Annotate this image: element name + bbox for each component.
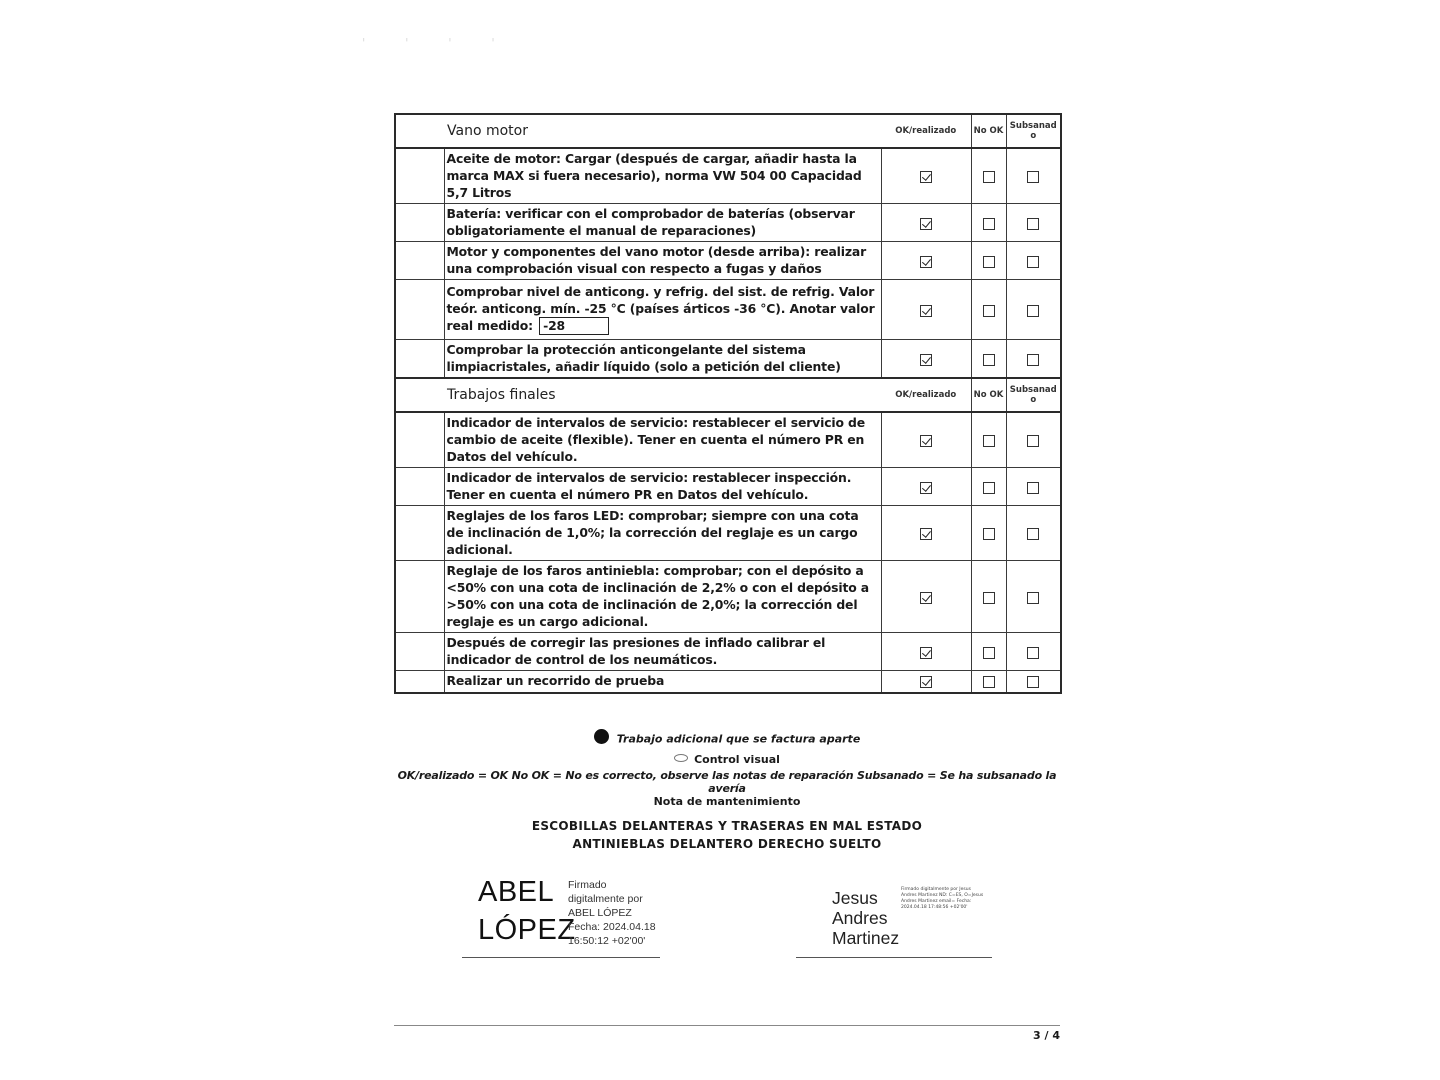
section-title: Vano motor xyxy=(444,114,881,148)
ok-checkbox[interactable] xyxy=(920,482,932,494)
row-blank-cell xyxy=(395,340,444,379)
section-title: Trabajos finales xyxy=(444,378,881,412)
signer-name xyxy=(832,888,899,948)
item-text: Indicador de intervalos de servicio: restablecer el servicio de cambio de aceite (flexible). Tener en cuenta el número PR en Datos del vehículo. xyxy=(444,412,881,468)
signature-left xyxy=(462,872,660,958)
ok-checkbox[interactable] xyxy=(920,528,932,540)
item-text-with-value xyxy=(444,280,881,340)
table-header-row xyxy=(395,378,1061,412)
signature-meta-line: digitalmente por xyxy=(568,893,643,905)
item-text: Batería: verificar con el comprobador de baterías (observar obligatoriamente el manual de reparaciones) xyxy=(444,204,881,242)
header-no-ok: No OK xyxy=(971,114,1006,148)
no-ok-checkbox[interactable] xyxy=(983,435,995,447)
no-ok-checkbox[interactable] xyxy=(983,354,995,366)
item-text: Realizar un recorrido de prueba xyxy=(444,671,881,693)
subsanado-checkbox[interactable] xyxy=(1027,354,1039,366)
ok-checkbox[interactable] xyxy=(920,305,932,317)
item-text: Aceite de motor: Cargar (después de cargar, añadir hasta la marca MAX si fuera necesario), norma VW 504 00 Capacidad 5,7 Litros xyxy=(444,148,881,204)
footer-divider xyxy=(394,1025,1060,1026)
signature-meta-line: Fecha: 2024.04.18 xyxy=(568,921,656,933)
table-row xyxy=(395,412,1061,468)
item-text: Reglaje de los faros antiniebla: comprobar; con el depósito a <50% con una cota de inclinación de 2,2% o con el depósito a >50% con una cota de inclinación de 2,0%; la corrección del reglaje es un cargo adicional. xyxy=(444,561,881,633)
row-blank-cell xyxy=(395,633,444,671)
table-row xyxy=(395,561,1061,633)
header-blank-cell xyxy=(395,378,444,412)
legend-visual-check xyxy=(394,753,1060,766)
eye-icon xyxy=(674,754,688,762)
no-ok-checkbox[interactable] xyxy=(983,592,995,604)
item-text: Indicador de intervalos de servicio: restablecer inspección. Tener en cuenta el número PR en Datos del vehículo. xyxy=(444,468,881,506)
subsanado-checkbox[interactable] xyxy=(1027,647,1039,659)
no-ok-checkbox[interactable] xyxy=(983,676,995,688)
table-row xyxy=(395,671,1061,693)
signature-meta: Firmado digitalmente por Jesus Andres Martinez ND: C=ES, O=Jesus Andres Martinez email= Fecha: 2024.04.18 17:48:56 +02'00' xyxy=(901,887,984,910)
signature-line xyxy=(796,957,992,958)
faint-page-mark: ' ' ' ' xyxy=(362,36,513,50)
table-header-row xyxy=(395,114,1061,148)
signer-name-line: Andres xyxy=(832,908,888,928)
header-ok: OK/realizado xyxy=(881,378,971,412)
checklist-table-trabajos-finales xyxy=(394,377,1062,694)
row-blank-cell xyxy=(395,280,444,340)
ok-checkbox[interactable] xyxy=(920,354,932,366)
legend-additional-work xyxy=(394,732,1060,747)
legend-visual-check-text: Control visual xyxy=(694,753,780,766)
measured-value-field[interactable]: -28 xyxy=(539,317,609,335)
signature-line xyxy=(462,957,660,958)
table-row xyxy=(395,280,1061,340)
row-blank-cell xyxy=(395,506,444,561)
signer-name-line: Martinez xyxy=(832,928,900,948)
item-text: Después de corregir las presiones de inflado calibrar el indicador de control de los neumáticos. xyxy=(444,633,881,671)
item-text: Comprobar nivel de anticong. y refrig. del sist. de refrig. Valor teór. anticong. mín. -25 °C (países árticos -36 °C). Anotar valor real medido: xyxy=(446,283,875,333)
signature-meta-line: Firmado xyxy=(568,879,607,891)
row-blank-cell xyxy=(395,561,444,633)
item-text: Comprobar la protección anticongelante del sistema limpiacristales, añadir líquido (solo a petición del cliente) xyxy=(444,340,881,379)
header-subsanado: Subsanad o xyxy=(1006,378,1061,412)
ok-checkbox[interactable] xyxy=(920,592,932,604)
maintenance-note-line: ANTINIEBLAS DELANTERO DERECHO SUELTO xyxy=(572,837,882,851)
table-row xyxy=(395,148,1061,204)
table-row xyxy=(395,506,1061,561)
subsanado-checkbox[interactable] xyxy=(1027,482,1039,494)
no-ok-checkbox[interactable] xyxy=(983,256,995,268)
table-row xyxy=(395,468,1061,506)
no-ok-checkbox[interactable] xyxy=(983,482,995,494)
row-blank-cell xyxy=(395,242,444,280)
header-no-ok: No OK xyxy=(971,378,1006,412)
no-ok-checkbox[interactable] xyxy=(983,218,995,230)
page-number: 3 / 4 xyxy=(1033,1029,1060,1042)
subsanado-checkbox[interactable] xyxy=(1027,676,1039,688)
row-blank-cell xyxy=(395,468,444,506)
row-blank-cell xyxy=(395,204,444,242)
row-blank-cell xyxy=(395,671,444,693)
ok-checkbox[interactable] xyxy=(920,647,932,659)
legend-definitions: OK/realizado = OK No OK = No es correcto, observe las notas de reparación Subsanado = Se ha subsanado la avería xyxy=(397,769,1057,795)
subsanado-checkbox[interactable] xyxy=(1027,528,1039,540)
table-row xyxy=(395,242,1061,280)
signer-name-line: ABEL xyxy=(478,876,555,908)
no-ok-checkbox[interactable] xyxy=(983,528,995,540)
signature-right xyxy=(796,884,992,958)
subsanado-checkbox[interactable] xyxy=(1027,171,1039,183)
legend-additional-work-text: Trabajo adicional que se factura aparte xyxy=(616,732,861,746)
header-subsanado: Subsanad o xyxy=(1006,114,1061,148)
checklist-table-vano-motor xyxy=(394,113,1062,379)
row-blank-cell xyxy=(395,148,444,204)
subsanado-checkbox[interactable] xyxy=(1027,218,1039,230)
ok-checkbox[interactable] xyxy=(920,676,932,688)
no-ok-checkbox[interactable] xyxy=(983,647,995,659)
maintenance-note-title: Nota de mantenimiento xyxy=(653,795,801,808)
header-ok: OK/realizado xyxy=(881,114,971,148)
subsanado-checkbox[interactable] xyxy=(1027,256,1039,268)
table-row xyxy=(395,633,1061,671)
subsanado-checkbox[interactable] xyxy=(1027,305,1039,317)
filled-circle-icon xyxy=(594,729,609,744)
ok-checkbox[interactable] xyxy=(920,218,932,230)
subsanado-checkbox[interactable] xyxy=(1027,435,1039,447)
item-text: Motor y componentes del vano motor (desde arriba): realizar una comprobación visual con respecto a fugas y daños xyxy=(444,242,881,280)
ok-checkbox[interactable] xyxy=(920,171,932,183)
table-row xyxy=(395,340,1061,379)
signature-meta xyxy=(568,878,656,948)
signature-meta-line: 16:50:12 +02'00' xyxy=(568,935,646,947)
header-blank-cell xyxy=(395,114,444,148)
table-row xyxy=(395,204,1061,242)
row-blank-cell xyxy=(395,412,444,468)
maintenance-note-line: ESCOBILLAS DELANTERAS Y TRASERAS EN MAL ESTADO xyxy=(531,819,923,833)
subsanado-checkbox[interactable] xyxy=(1027,592,1039,604)
ok-checkbox[interactable] xyxy=(920,435,932,447)
signer-name-line: Jesus xyxy=(832,888,878,908)
signature-meta-line: ABEL LÓPEZ xyxy=(568,907,632,919)
ok-checkbox[interactable] xyxy=(920,256,932,268)
no-ok-checkbox[interactable] xyxy=(983,171,995,183)
item-text: Reglajes de los faros LED: comprobar; siempre con una cota de inclinación de 1,0%; la corrección del reglaje es un cargo adicional. xyxy=(444,506,881,561)
signer-name-line: LÓPEZ xyxy=(478,914,576,946)
no-ok-checkbox[interactable] xyxy=(983,305,995,317)
